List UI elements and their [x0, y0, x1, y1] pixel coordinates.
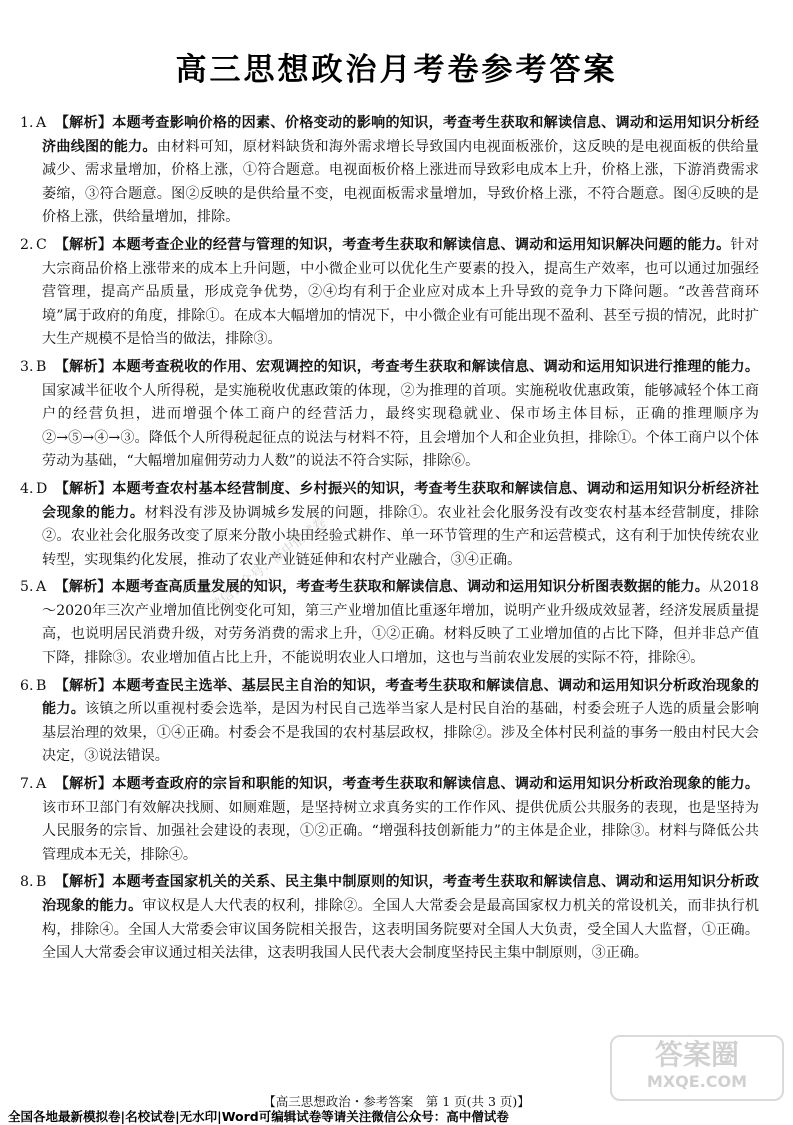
analysis-tag: 【解析】: [54, 480, 113, 497]
answer-choice: A: [36, 776, 47, 793]
analysis-body: 针对大宗商品价格上涨带来的成本上升问题，中小微企业可以优化生产要素的投入，提高生产效率，也可以通过加强经营管理，提高产品质量，形成竞争优势，②④均有利于企业应对成本上升导致的竞争力下降问题。“改善营商环境”属于政府的角度，排除①。在成本大幅增加的情况下，中小微企业有可能出现不盈利、甚至亏损的情况，此时扩大生产规模不是恰当的做法，排除③。: [42, 236, 760, 348]
question-number: 4.: [20, 480, 34, 497]
answer-item-4: [20, 478, 759, 572]
analysis-tag: 【解析】: [54, 874, 113, 891]
analysis-lead: 本题考查国家机关的关系、民主集中制原则的知识，考查考生获取和解读信息、调动和运用知识分析政治现象的能力。: [42, 874, 759, 914]
analysis-tag: 【解析】: [54, 358, 113, 375]
question-number: 1.: [20, 115, 34, 131]
analysis-tag: 【解析】: [54, 236, 113, 253]
analysis-lead: 本题考查影响价格的因素、价格变动的影响的知识，考查考生获取和解读信息、调动和运用知识分析经济曲线图的能力。: [42, 115, 759, 155]
analysis-lead: 本题考查税收的作用、宏观调控的知识，考查考生获取和解读信息、调动和运用知识进行推理的能力。: [112, 358, 759, 375]
analysis-tag: 【解析】: [54, 677, 113, 694]
question-number: 3.: [20, 358, 34, 375]
analysis-body: 审议权是人大代表的权利，排除②。全国人大常委会是最高国家权力机关的常设机关，而非执行机构，排除④。全国人大常委会审议国务院相关报告，这表明国务院要对全国人大负责，受全国人大监督，①正确。全国人大常委会审议通过相关法律，这表明我国人民代表大会制度坚持民主集中制原则，③正确。: [42, 898, 760, 962]
question-number: 2.: [20, 236, 34, 253]
answer-item-8: [20, 871, 759, 965]
watermark-text: 微信公众号：高中僧试卷: [207, 515, 330, 615]
answer-choice: C: [36, 236, 47, 253]
answer-choice: B: [36, 677, 47, 694]
analysis-tag: 【解析】: [54, 776, 113, 793]
analysis-lead: 本题考查民主选举、基层民主自治的知识，考查考生获取和解读信息、调动和运用知识分析政治现象的能力。: [42, 677, 759, 718]
analysis-tag: 【解析】: [54, 579, 112, 596]
analysis-tag: 【解析】: [54, 115, 113, 131]
analysis-lead: 本题考查农村基本经营制度、乡村振兴的知识，考查考生获取和解读信息、调动和运用知识分析经济社会现象的能力。: [42, 480, 759, 521]
answer-item-2: [20, 234, 759, 352]
answer-item-7: [20, 773, 759, 867]
watermark-logo-domain: MXQE.COM: [646, 1072, 748, 1091]
analysis-lead: 本题考查高质量发展的知识，考查考生获取和解读信息、调动和运用知识分析图表数据的能力。: [111, 579, 709, 596]
question-number: 5.: [20, 579, 34, 596]
question-number: 7.: [20, 776, 34, 793]
watermark-logo-title: 答案圈: [654, 1038, 739, 1071]
promo-banner: 全国各地最新模拟卷|名校试卷|无水印|Word可编辑试卷等请关注微信公众号：高中僧试卷: [8, 1109, 509, 1124]
analysis-body: 该市环卫部门有效解决找厕、如厕难题，是坚持树立求真务实的工作作风、提供优质公共服务的表现，也是坚持为人民服务的宗旨、加强社会建设的表现，①②正确。“增强科技创新能力”的主体是企业，排除③。材料与降低公共管理成本无关，排除④。: [42, 799, 759, 863]
analysis-body: 该镇之所以重视村委会选举，是因为村民自己选举当家人是村民自治的基础，村委会班子人选的质量会影响基层治理的效果，①④正确。村委会不是我国的农村基层政权，排除②。涉及全体村民利益的事务一般由村民大会决定，③说法错误。: [42, 701, 760, 765]
answer-choice: B: [36, 874, 47, 891]
answer-choice: D: [36, 480, 48, 497]
answer-item-3: [20, 356, 759, 474]
analysis-body: 从2018～2020年三次产业增加值比例变化可知，第三产业增加值比重逐年增加，说明产业升级成效显著，经济发展质量提高，也说明居民消费升级，对劳务消费的需求上升，①②正确。材料反映了工业增加值的占比下降，但并非总产值下降，排除③。农业增加值占比上升，不能说明农业人口增加，这也与当前农业发展的实际不符，排除④。: [42, 579, 760, 667]
question-number: 8.: [20, 874, 34, 891]
question-number: 6.: [20, 677, 34, 694]
answer-list: [20, 112, 759, 970]
answer-choice: A: [36, 115, 47, 131]
analysis-body: 国家减半征收个人所得税，是实施税收优惠政策的体现，②为推理的首项。实施税收优惠政策，能够减轻个体工商户的经营负担，进而增强个体工商户的经营活力，最终实现稳就业、保市场主体目标，正确的推理顺序为②→⑤→④→③。降低个人所得税起征点的说法与材料不符，且会增加个人和企业负担，排除①。个体工商户以个体劳动为基础，“大幅增加雇佣劳动力人数”的说法不符合实际，排除⑥。: [42, 382, 759, 470]
page-footer: 【高三思想政治・参考答案 第 1 页(共 3 页)】: [263, 1094, 530, 1109]
answer-choice: A: [36, 579, 47, 596]
answer-item-6: [20, 675, 759, 769]
analysis-body: 材料没有涉及协调城乡发展的问题，排除①。农业社会化服务没有改变农村基本经营制度，排除②。农业社会化服务改变了原来分散小块田经验式耕作、单一环节管理的生产和运营模式，这有利于加快传统农业转型，实现集约化发展，推动了农业产业链延伸和农村产业融合，③④正确。: [42, 504, 760, 568]
analysis-body: 由材料可知，原材料缺货和海外需求增长导致国内电视面板涨价，这反映的是电视面板的供给量减少、需求量增加，价格上涨，①符合题意。电视面板价格上涨进而导致彩电成本上升，价格上涨，下游消费需求萎缩，③符合题意。图②反映的是供给量不变，电视面板需求量增加，导致价格上涨，不符合题意。图④反映的是价格上涨，供给量增加，排除。: [42, 138, 760, 226]
answer-item-1: [20, 112, 759, 230]
page-title: 高三思想政治月考卷参考答案: [175, 52, 618, 88]
analysis-lead: 本题考查企业的经营与管理的知识，考查考生获取和解读信息、调动和运用知识解决问题的能力。: [112, 236, 731, 253]
answer-choice: B: [36, 358, 47, 375]
analysis-lead: 本题考查政府的宗旨和职能的知识，考查考生获取和解读信息、调动和运用知识分析政治现象的能力。: [112, 776, 759, 793]
answer-item-5: [20, 576, 759, 670]
